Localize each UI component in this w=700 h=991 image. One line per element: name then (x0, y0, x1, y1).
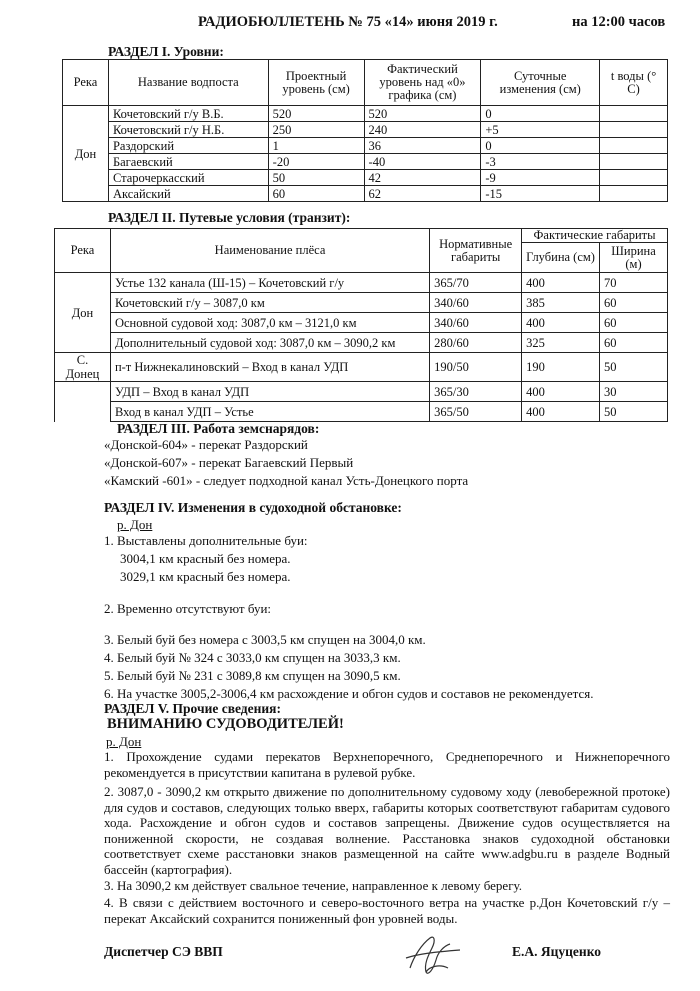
table-cell: 365/30 (430, 382, 522, 402)
bulletin-title: РАДИОБЮЛЛЕТЕНЬ № 75 «14» июня 2019 г. (198, 14, 498, 30)
levels-table (62, 59, 668, 202)
section5-title: РАЗДЕЛ V. Прочие сведения: (104, 701, 281, 716)
route-header-depth: Глубина (см) (522, 243, 600, 273)
levels-header-temp: t воды (° C) (600, 60, 668, 106)
table-cell: 42 (364, 170, 481, 186)
table-cell: 365/70 (430, 273, 522, 293)
table-cell: -9 (481, 170, 600, 186)
table-cell: 0 (481, 106, 600, 122)
section4-item-6: 6. На участке 3005,2-3006,4 км расхождение и обгон судов и составов не рекомендуется. (104, 686, 594, 701)
table-cell: 60 (600, 333, 668, 353)
table-cell: 520 (268, 106, 364, 122)
table-cell: 50 (600, 402, 668, 422)
section4-item-1-sub-2: 3029,1 км красный без номера. (120, 569, 291, 584)
table-cell: 400 (522, 273, 600, 293)
table-cell (600, 186, 668, 202)
section4-river: р. Дон (117, 517, 153, 532)
route-river-don: Дон (55, 273, 111, 353)
table-cell: 50 (268, 170, 364, 186)
note-1: 1. Прохождение судами перекатов Верхнепоречного, Среднепоречного и Нижнепоречного рекомендуется в присутствии капитана в рулевой рубке. (104, 749, 670, 780)
route-header-river: Река (55, 229, 111, 273)
table-cell (600, 138, 668, 154)
table-cell: Раздорский (108, 138, 268, 154)
table-cell (600, 122, 668, 138)
route-header-fact: Фактические габариты (522, 229, 668, 243)
table-cell: -15 (481, 186, 600, 202)
section4-item-5: 5. Белый буй № 231 с 3089,8 км спущен на 3090,5 км. (104, 668, 401, 683)
table-cell: 365/50 (430, 402, 522, 422)
section4-item-2: 2. Временно отсутствуют буи: (104, 601, 272, 616)
section4-item-1: 1. Выставлены дополнительные буи: (104, 533, 308, 548)
table-cell (600, 106, 668, 122)
table-cell: Старочеркасский (108, 170, 268, 186)
table-cell: Дополнительный судовой ход: 3087,0 км – 3090,2 км (110, 333, 429, 353)
route-header-width: Ширина (м) (600, 243, 668, 273)
table-cell (55, 382, 111, 402)
note-3: 3. На 3090,2 км действует свальное течение, направленное к левому берегу. (104, 878, 522, 893)
section3-title: РАЗДЕЛ III. Работа земснарядов: (117, 421, 320, 436)
table-cell: 240 (364, 122, 481, 138)
table-cell: Багаевский (108, 154, 268, 170)
note-4: 4. В связи с действием восточного и северо-восточного ветра на участке р.Дон Кочетовский г/у – перекат Аксайский сохранится пониженный фон уровней воды. (104, 895, 670, 926)
table-cell: 1 (268, 138, 364, 154)
table-cell: 36 (364, 138, 481, 154)
signature-icon (400, 930, 470, 978)
route-river-donets: С. Донец (55, 353, 111, 382)
table-cell: Вход в канал УДП – Устье (110, 402, 429, 422)
table-cell: 400 (522, 382, 600, 402)
section4-item-3: 3. Белый буй без номера с 3003,5 км спущен на 3004,0 км. (104, 632, 426, 647)
route-conditions-table (54, 228, 668, 422)
dispatcher-label: Диспетчер СЭ ВВП (104, 944, 223, 959)
table-cell: Устье 132 канала (Ш-15) – Кочетовский г/у (110, 273, 429, 293)
route-header-name: Наименование плёса (110, 229, 429, 273)
attention-heading: ВНИМАНИЮ СУДОВОДИТЕЛЕЙ! (107, 716, 344, 732)
table-cell: 385 (522, 293, 600, 313)
section4-item-4: 4. Белый буй № 324 с 3033,0 км спущен на 3033,3 км. (104, 650, 401, 665)
levels-header-post: Название водпоста (108, 60, 268, 106)
bulletin-time: на 12:00 часов (572, 14, 666, 30)
levels-header-change: Суточные изменения (см) (481, 60, 600, 106)
section2-title: РАЗДЕЛ II. Путевые условия (транзит): (108, 210, 351, 225)
table-cell: 340/60 (430, 313, 522, 333)
levels-river-cell: Дон (63, 106, 109, 202)
table-cell (55, 402, 111, 422)
levels-header-project: Проектный уровень (см) (268, 60, 364, 106)
note-2: 2. 3087,0 - 3090,2 км открыто движение по дополнительному судовому ходу (левобережной протоке) для судов и составов, следующих только вверх, габариты которых соответствуют габаритам судового хода. Расхождение и обгон судов и составов запрещены. Движение судов осуществляется на пониженной скорости, не создавая волнение. Расстановка знаков судоходной обстановки соответствует схеме расстановки знаков размещенной на сайте www.adgbu.ru в разделе Водный бассейн (картография). (104, 784, 670, 877)
table-cell (600, 170, 668, 186)
section4-title: РАЗДЕЛ IV. Изменения в судоходной обстановке: (104, 500, 402, 515)
table-cell: 0 (481, 138, 600, 154)
table-cell: 400 (522, 402, 600, 422)
table-cell: 400 (522, 313, 600, 333)
table-cell: Основной судовой ход: 3087,0 км – 3121,0 км (110, 313, 429, 333)
levels-header-river: Река (63, 60, 109, 106)
table-cell: 60 (268, 186, 364, 202)
table-cell: Кочетовский г/у Н.Б. (108, 122, 268, 138)
table-cell: -20 (268, 154, 364, 170)
section4-item-1-sub-1: 3004,1 км красный без номера. (120, 551, 291, 566)
table-cell: Кочетовский г/у – 3087,0 км (110, 293, 429, 313)
dredger-line-1: «Донской-604» - перекат Раздорский (104, 437, 308, 452)
table-cell: -3 (481, 154, 600, 170)
table-cell: 30 (600, 382, 668, 402)
table-cell: 520 (364, 106, 481, 122)
table-cell: Кочетовский г/у В.Б. (108, 106, 268, 122)
table-cell: 190/50 (430, 353, 522, 382)
table-cell: 70 (600, 273, 668, 293)
table-cell: Аксайский (108, 186, 268, 202)
section1-title: РАЗДЕЛ I. Уровни: (108, 44, 224, 59)
table-cell: 60 (600, 313, 668, 333)
table-cell: УДП – Вход в канал УДП (110, 382, 429, 402)
table-cell: п-т Нижнекалиновский – Вход в канал УДП (110, 353, 429, 382)
dredger-line-2: «Донской-607» - перекат Багаевский Первый (104, 455, 354, 470)
section5-river: р. Дон (106, 734, 142, 749)
table-cell: 50 (600, 353, 668, 382)
signer-name: Е.А. Яцуценко (512, 944, 602, 959)
table-cell: 325 (522, 333, 600, 353)
table-cell: 60 (600, 293, 668, 313)
table-cell: 280/60 (430, 333, 522, 353)
table-cell: 250 (268, 122, 364, 138)
table-cell (600, 154, 668, 170)
table-cell: 62 (364, 186, 481, 202)
table-cell: -40 (364, 154, 481, 170)
table-cell: 190 (522, 353, 600, 382)
route-header-norm: Нормативные габариты (430, 229, 522, 273)
table-cell: 340/60 (430, 293, 522, 313)
levels-header-actual: Фактический уровень над «0» графика (см) (364, 60, 481, 106)
table-cell: +5 (481, 122, 600, 138)
dredger-line-3: «Камский -601» - следует подходной канал Усть-Донецкого порта (104, 473, 469, 488)
